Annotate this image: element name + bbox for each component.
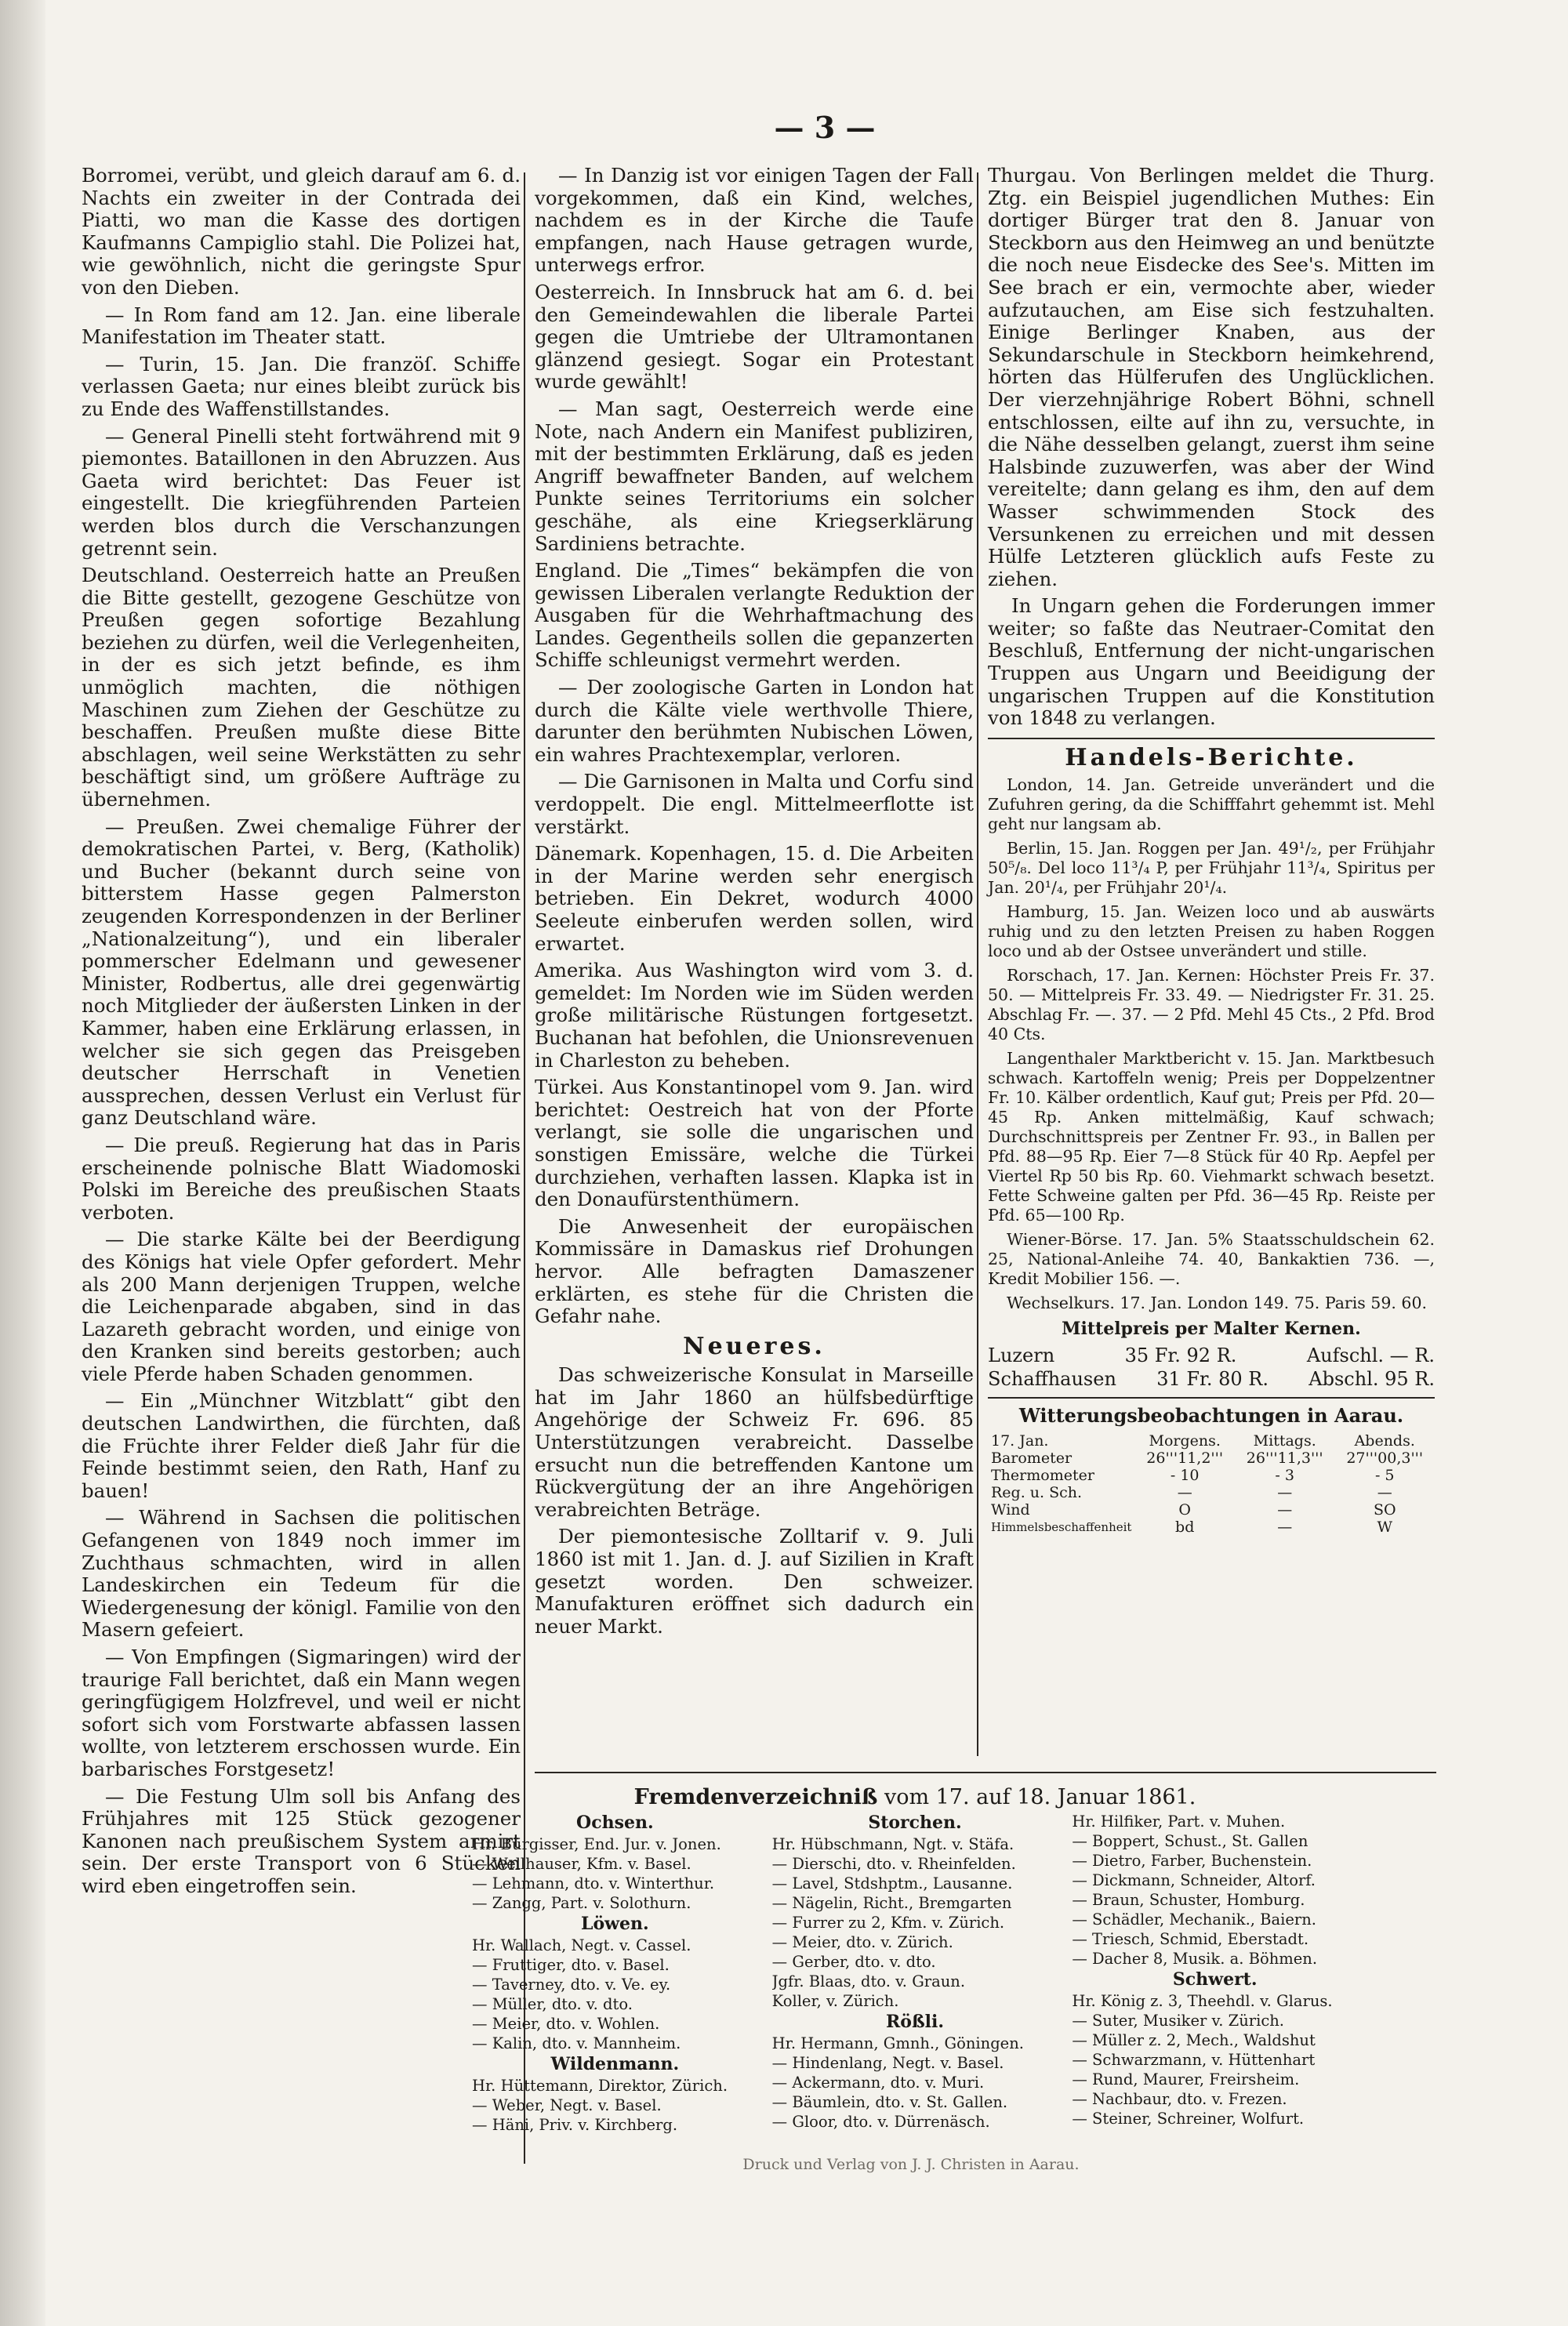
weather-value: W (1377, 1518, 1392, 1536)
fremden-rule (535, 1772, 1436, 1773)
weather-date: 17. Jan. (991, 1432, 1049, 1450)
guest-entry: Hr. König z. 3, Theehdl. v. Glarus. (1072, 1992, 1333, 2010)
weather-value: O (1178, 1500, 1191, 1519)
column-1 (82, 165, 521, 2156)
handel-reports (988, 775, 1435, 1313)
guest-entry: — Dickmann, Schneider, Altorf. (1072, 1871, 1316, 1889)
weather-row (988, 1467, 1435, 1484)
guest-entry: — Gerber, dto. v. dto. (771, 1953, 936, 1971)
weather-value: — (1277, 1483, 1293, 1501)
fremden-title-main: Fremdenverzeichniß (633, 1785, 878, 1809)
guest-entry: — Zangg, Part. v. Solothurn. (472, 1894, 691, 1912)
guest-entry: Hr. Hilfiker, Part. v. Muhen. (1072, 1813, 1286, 1831)
guest-entry: — Triesch, Schmid, Eberstadt. (1072, 1930, 1309, 1948)
guest-entry: — Lehmann, dto. v. Winterthur. (472, 1874, 715, 1892)
article: — Die Festung Ulm soll bis Anfang des Frühjahres mit 125 Stück gezogener Kanonen nach preußischem System armirt sein. Der erste Transport von 6 Stücken wird eben eingetroffen sein. (82, 1784, 521, 1897)
guest-entry: — Meier, dto. v. Wohlen. (472, 2015, 660, 2033)
article: — Die preuß. Regierung hat das in Paris erscheinende polnische Blatt Wiadomoski Polski im Bereiche des preußischen Staats verboten. (82, 1133, 521, 1224)
weather-value: — (1277, 1500, 1293, 1519)
handel-item: Berlin, 15. Jan. Roggen per Jan. 49¹/₂, per Frühjahr 50⁵/₈. Del loco 11³/₄ P, per Frühjahr 11³/₄, Spiritus per Jan. 20¹/₄, per Frühjahr 20¹/₄. (988, 839, 1435, 898)
mittelpreis-title: Mittelpreis per Malter Kernen. (1062, 1319, 1361, 1340)
guest-entry: — Taverney, dto. v. Ve. ey. (472, 1976, 671, 1994)
guest-entry: — Dietro, Farber, Buchenstein. (1072, 1852, 1312, 1870)
article: — In Danzig ist vor einigen Tagen der Fall vorgekommen, daß ein Kind, welches, nachdem es in der Kirche die Taufe empfangen, nach Hause getragen wurde, unterwegs erfror. (535, 164, 974, 277)
weather-value: — (1277, 1518, 1293, 1536)
fremden-column (1072, 1812, 1358, 2135)
guest-entry: Jgfr. Blaas, dto. v. Graun. (771, 1972, 966, 1990)
guest-entry: — Gloor, dto. v. Dürrenäsch. (771, 2113, 990, 2131)
article: — Die Garnisonen in Malta und Corfu sind verdoppelt. Die engl. Mittelmeerflotte ist verstärkt. (535, 770, 974, 838)
article: — Man sagt, Oesterreich werde eine Note, nach Andern ein Manifest publiziren, mit der bestimmten Erklärung, daß es jeden Angriff bewaffneter Banden, auf welchem Punkte seines Territoriums ein solcher geschähe, als eine Kriegserklärung Sardiniens betrachte. (535, 397, 974, 555)
article-thurgau: Thurgau. Von Berlingen meldet die Thurg. Ztg. ein Beispiel jugendlichen Muthes: Ein dortiger Bürger trat den 8. Januar von Steckborn aus den Heimweg an und benützte die noch neue Eisdecke des See's. Mitten im See brach er ein, vermochte aber, wieder aufzutauchen, am Eise sich festzuhalten. Einige Berlinger Knaben, aus der Sekundarschule in Steckborn heimkehrend, hörten das Hülferufen des Unglücklichen. Der vierzehnjährige Robert Böhni, schnell entschlossen, eilte auf ihn zu, versuchte, in die Nähe desselben gelangt, zuerst ihm seine Halsbinde zuzuwerfen, was aber der Wind vereitelte; dann gelang es ihm, den auf dem Wasser schwimmenden Stock des Versunkenen zu erreichen und mit dessen Hülfe Letzteren glücklich aufs Feste zu ziehen. (988, 164, 1435, 590)
fremden-title (472, 1787, 1358, 1807)
section-rule (988, 1397, 1435, 1399)
article: — Preußen. Zwei chemalige Führer der demokratischen Partei, v. Berg, (Katholik) und Bucher (bekannt durch seine von bitterstem Hasse gegen Palmerston zeugenden Korrespondenzen in der Berliner „Nationalzeitung“), und ein liberaler pommerscher Edelmann und gewesener Minister, Rodbertus, alle drei gegenwärtig noch Mitglieder der äußersten Linken in der Kammer, haben eine Erklärung erlassen, in welcher sie sich gegen das Preisgeben deutscher Herrschaft in Venetien aussprechen, dessen Verlust ein Verlust für ganz Deutschland wäre. (82, 815, 521, 1130)
article-amerika: Amerika. Aus Washington wird vom 3. d. gemeldet: Im Norden wie im Süden werden große militärische Rüstungen fortgesetzt. Buchanan hat befohlen, die Unionsrevenuen in Charleston zu beheben. (535, 959, 974, 1072)
handel-item: London, 14. Jan. Getreide unverändert und die Zufuhren gering, da die Schifffahrt gehemmt ist. Mehl geht nur langsam ab. (988, 775, 1435, 834)
column-rule-right (977, 172, 978, 1756)
weather-value: - 3 (1275, 1466, 1294, 1484)
guest-entry: — Braun, Schuster, Homburg. (1072, 1891, 1305, 1909)
guest-entry: — Häni, Priv. v. Kirchberg. (472, 2116, 678, 2134)
article-ungarn: In Ungarn gehen die Forderungen immer weiter; so faßte das Neutraer-Comitat den Beschluß, Entfernung der nicht-ungarischen Truppen aus Ungarn und Beeidigung der ungarischen Truppen auf die Konstitution von 1848 zu verlangen. (988, 594, 1435, 730)
article: Das schweizerische Konsulat in Marseille hat im Jahr 1860 an hülfsbedürftige Angehörige der Schweiz Fr. 696. 85 Unterstützungen verabreicht. Dasselbe ersucht nun die betreffenden Kantone um Rückvergütung der an ihre Angehörigen verabreichten Beträge. (535, 1363, 974, 1521)
guest-entry: — Schädler, Mechanik., Baiern. (1072, 1911, 1316, 1929)
guest-entry: — Fruttiger, dto. v. Basel. (472, 1956, 670, 1974)
kernen-preis: 31 Fr. 80 R. (1156, 1368, 1269, 1391)
fremden-title-date: vom 17. auf 18. Januar 1861. (884, 1785, 1196, 1809)
weather-label: Reg. u. Sch. (991, 1483, 1083, 1501)
hotel-name: Ochsen. (576, 1813, 654, 1833)
guest-entry: — Steiner, Schreiner, Wolfurt. (1072, 2110, 1305, 2128)
article: Der piemontesische Zolltarif v. 9. Juli 1860 ist mit 1. Jan. d. J. auf Sizilien in Kraft gesetzt worden. Den schweizer. Manufakturen eröffnet sich dadurch ein neuer Markt. (535, 1525, 974, 1638)
article: — Turin, 15. Jan. Die franzöſ. Schiffe verlassen Gaeta; nur eines bleibt zurück bis zu Ende des Waffenstillstandes. (82, 352, 521, 420)
handel-item: Wechselkurs. 17. Jan. London 149. 75. Paris 59. 60. (1007, 1294, 1428, 1313)
weather-table (988, 1432, 1435, 1536)
article: — Ein „Münchner Witzblatt“ gibt den deutschen Landwirthen, die fürchten, daß die Früchte ihrer Felder dieß Jahr für die Feinde bestimmt seien, den Rath, Hanf zu bauen! (82, 1389, 521, 1502)
guest-entry: — Boppert, Schust., St. Gallen (1072, 1832, 1308, 1850)
guest-entry: Koller, v. Zürich. (771, 1992, 899, 2010)
kernen-preis: 35 Fr. 92 R. (1124, 1344, 1237, 1367)
hotel-name: Wildenmann. (550, 2054, 680, 2074)
article: Borromei, verübt, und gleich darauf am 6. d. Nachts ein zweiter in der Contrada dei Piatti, wo man die Kasse des dortigen Kaufmanns Campiglio stahl. Die Polizei hat, wie gewöhnlich, nicht die geringste Spur von den Dieben. (82, 164, 521, 299)
section-rule (988, 738, 1435, 739)
weather-value: 26'''11,3''' (1246, 1449, 1323, 1467)
weather-value: — (1177, 1483, 1192, 1501)
guest-entry: Hr. Hermann, Gmnh., Göningen. (771, 2034, 1024, 2052)
weather-value: - 5 (1374, 1466, 1395, 1484)
guest-entry: — Müller z. 2, Mech., Waldshut (1072, 2031, 1316, 2049)
article-daenemark: Dänemark. Kopenhagen, 15. d. Die Arbeiten in der Marine werden sehr energisch betrieben. Ein Dekret, wodurch 4000 Seeleute einberufen werden sollen, wird erwartet. (535, 842, 974, 955)
hotel-name: Löwen. (580, 1914, 649, 1934)
imprint: Druck und Verlag von J. J. Christen in Aarau. (742, 2156, 1080, 2173)
guest-entry: — Nägelin, Richt., Bremgarten (771, 1894, 1012, 1912)
handel-item: Wiener-Börse. 17. Jan. 5% Staatsschuldschein 62. 25, National-Anleihe 74. 40, Bankaktien 736. —, Kredit Mobilier 156. —. (988, 1230, 1435, 1289)
guest-entry: — Hindenlang, Negt. v. Basel. (771, 2054, 1004, 2072)
handel-item: Langenthaler Marktbericht v. 15. Jan. Marktbesuch schwach. Kartoffeln wenig; Preis per Doppelzentner Fr. 10. Kälber ordentlich, Kauf gut; Preis per Pfd. 20—45 Rp. Anken mittelmäßig, Kauf schwach; Durchschnittspreis per Zentner Fr. 93., in Ballen per Pfd. 88—95 Rp. Eier 7—8 Stück für 40 Rp. Aepfel per Viertel Rp 50 bis Rp. 60. Viehmarkt schwach besetzt. Fette Schweine galten per Pfd. 36—45 Rp. Reiste per Pfd. 65—100 Rp. (988, 1049, 1435, 1225)
section-heading-neueres: Neueres. (683, 1332, 826, 1360)
weather-value: - 10 (1170, 1466, 1200, 1484)
guest-entry: — Schwarzmann, v. Hüttenhart (1072, 2051, 1316, 2069)
guest-entry: — Lavel, Stdshptm., Lausanne. (771, 1874, 1013, 1892)
weather-value: 27'''00,3''' (1346, 1449, 1424, 1467)
weather-value: SO (1373, 1500, 1396, 1519)
section-heading-handel: Handels-Berichte. (1065, 743, 1358, 771)
binding-edge (0, 0, 45, 2326)
weather-head-row (988, 1432, 1435, 1450)
weather-label: Thermometer (991, 1466, 1094, 1484)
kernen-ort: Schaffhausen (988, 1368, 1116, 1391)
guest-entry: — Kalin, dto. v. Mannheim. (472, 2034, 681, 2052)
guest-entry: — Wellhauser, Kfm. v. Basel. (472, 1855, 691, 1873)
guest-entry: Hr. Wallach, Negt. v. Cassel. (472, 1936, 691, 1954)
article: — Von Empfingen (Sigmaringen) wird der traurige Fall berichtet, daß ein Mann wegen geringfügigem Holzfrevel, und weil er nicht sofort sich vom Forstwarte abfassen lassen wollte, von letzterem erschossen wurde. Ein barbarisches Forstgesetz! (82, 1646, 521, 1780)
guest-entry: Hr. Bürgisser, End. Jur. v. Jonen. (472, 1835, 721, 1853)
kernen-ort: Luzern (988, 1344, 1055, 1367)
page-number: — 3 — (774, 110, 876, 145)
kernen-aufschlag: Aufschl. — R. (1306, 1344, 1435, 1367)
kernen-row (988, 1367, 1435, 1391)
kernen-row (988, 1344, 1435, 1367)
fremden-columns (472, 1812, 1358, 2135)
weather-row (988, 1484, 1435, 1501)
article: — Während in Sachsen die politischen Gefangenen von 1849 noch immer im Zuchthaus schmachten, wird in allen Landeskirchen ein Tedeum für die Wiedergenesung der königl. Familie von den Masern gefeiert. (82, 1506, 521, 1642)
article: Die Anwesenheit der europäischen Kommissäre in Damaskus rief Drohungen hervor. Alle befragten Damaszener erklärten, es stehe für die Christen die Gefahr nahe. (535, 1214, 974, 1328)
article-deutschland: Deutschland. Oesterreich hatte an Preußen die Bitte gestellt, gezogene Geschütze von Preußen gegen sofortige Bezahlung beziehen zu dürfen, weil die Verlegenheiten, in der es sich jetzt befinde, es ihm unmöglich machten, die nöthigen Maschinen zum Ziehen der Geschütze zu beschaffen. Preußen mußte diese Bitte abschlagen, weil seine Werkstätten zu sehr beschäftigt sind, um größere Aufträge zu übernehmen. (82, 564, 521, 811)
weather-row (988, 1501, 1435, 1519)
guest-entry: — Suter, Musiker v. Zürich. (1072, 2012, 1285, 2030)
kernen-abschlag: Abschl. 95 R. (1308, 1368, 1435, 1391)
weather-label: Himmelsbeschaffenheit (991, 1519, 1132, 1534)
column-2 (535, 164, 974, 1638)
guest-entry: — Bäumlein, dto. v. St. Gallen. (771, 2093, 1008, 2111)
fremden-column (472, 1812, 758, 2135)
weather-value: — (1377, 1483, 1392, 1501)
guest-entry: — Weber, Negt. v. Basel. (472, 2096, 662, 2114)
article-tuerkei: Türkei. Aus Konstantinopel vom 9. Jan. wird berichtet: Oestreich hat von der Pforte verlangt, sie solle die ungarischen und sonstigen Emissäre, welche die Türkei durchziehen, verhaften lassen. Klapka ist in den Donaufürstenthümern. (535, 1076, 974, 1211)
fremden-column (772, 1812, 1058, 2135)
guest-entry: — Rund, Maurer, Freirsheim. (1072, 2070, 1300, 2088)
guest-entry: Hr. Hüttemann, Direktor, Zürich. (472, 2077, 728, 2095)
article: — General Pinelli steht fortwährend mit 9 piemontes. Bataillonen in den Abruzzen. Aus Gaeta wird berichtet: Das Feuer ist eingestellt. Die kriegführenden Parteien werden blos durch die Verschanzungen getrennt sein. (82, 424, 521, 560)
hotel-name: Rößli. (885, 2012, 945, 2032)
weather-head: Mittags. (1253, 1432, 1316, 1450)
weather-label: Wind (991, 1500, 1030, 1519)
weather-head: Morgens. (1149, 1432, 1221, 1450)
fremdenverzeichnis (472, 1787, 1358, 2135)
column-3 (988, 165, 1435, 1536)
guest-entry: — Nachbaur, dto. v. Frezen. (1072, 2090, 1287, 2108)
handel-item: Hamburg, 15. Jan. Weizen loco und ab auswärts ruhig und zu den letzten Preisen zu haben Roggen loco und ab der Ostsee unverändert und stille. (988, 902, 1435, 961)
article: — In Rom fand am 12. Jan. eine liberale Manifestation im Theater statt. (82, 303, 521, 349)
hotel-name: Storchen. (868, 1813, 962, 1833)
guest-entry: — Meier, dto. v. Zürich. (771, 1933, 953, 1951)
weather-title: Witterungsbeobachtungen in Aarau. (1018, 1404, 1404, 1428)
hotel-name: Schwert. (1172, 1969, 1258, 1990)
page (72, 110, 1436, 2173)
weather-row (988, 1519, 1435, 1536)
guest-entry: — Dacher 8, Musik. a. Böhmen. (1072, 1950, 1318, 1968)
article-oesterreich: Oesterreich. In Innsbruck hat am 6. d. bei den Gemeindewahlen die liberale Partei gegen die Umtriebe der Ultramontanen glänzend gesiegt. Sogar ein Protestant wurde gewählt! (535, 280, 974, 394)
article: — Die starke Kälte bei der Beerdigung des Königs hat viele Opfer gefordert. Mehr als 200 Mann derjenigen Truppen, welche die Leichenparade abgaben, sind in das Lazareth gebracht worden, und einige von den Kranken sind bereits gestorben; auch viele Pferde haben Schaden genommen. (82, 1228, 521, 1385)
weather-row (988, 1450, 1435, 1467)
guest-entry: — Dierschi, dto. v. Rheinfelden. (771, 1855, 1016, 1873)
weather-value: bd (1175, 1518, 1195, 1536)
guest-entry: — Ackermann, dto. v. Muri. (771, 2074, 985, 2092)
article: — Der zoologische Garten in London hat durch die Kälte viele werthvolle Thiere, darunter den berühmten Nubischen Löwen, ein wahres Prachtexemplar, verloren. (535, 676, 974, 766)
guest-entry: Hr. Hübschmann, Ngt. v. Stäfa. (771, 1835, 1014, 1853)
article-england: England. Die „Times“ bekämpfen die von gewissen Liberalen verlangte Reduktion der Ausgaben für die Wehrhaftmachung des Landes. Gegentheils sollen die gepanzerten Schiffe schleunigst vermehrt werden. (535, 559, 974, 672)
guest-entry: — Furrer zu 2, Kfm. v. Zürich. (771, 1914, 1005, 1932)
weather-label: Barometer (991, 1449, 1073, 1467)
guest-entry: — Müller, dto. v. dto. (472, 1995, 633, 2013)
handel-item: Rorschach, 17. Jan. Kernen: Höchster Preis Fr. 37. 50. — Mittelpreis Fr. 33. 49. — Niedrigster Fr. 31. 25. Abschlag Fr. —. 37. — 2 Pfd. Mehl 45 Cts., 2 Pfd. Brod 40 Cts. (988, 966, 1435, 1044)
weather-value: 26'''11,2''' (1146, 1449, 1224, 1467)
weather-head: Abends. (1354, 1432, 1415, 1450)
